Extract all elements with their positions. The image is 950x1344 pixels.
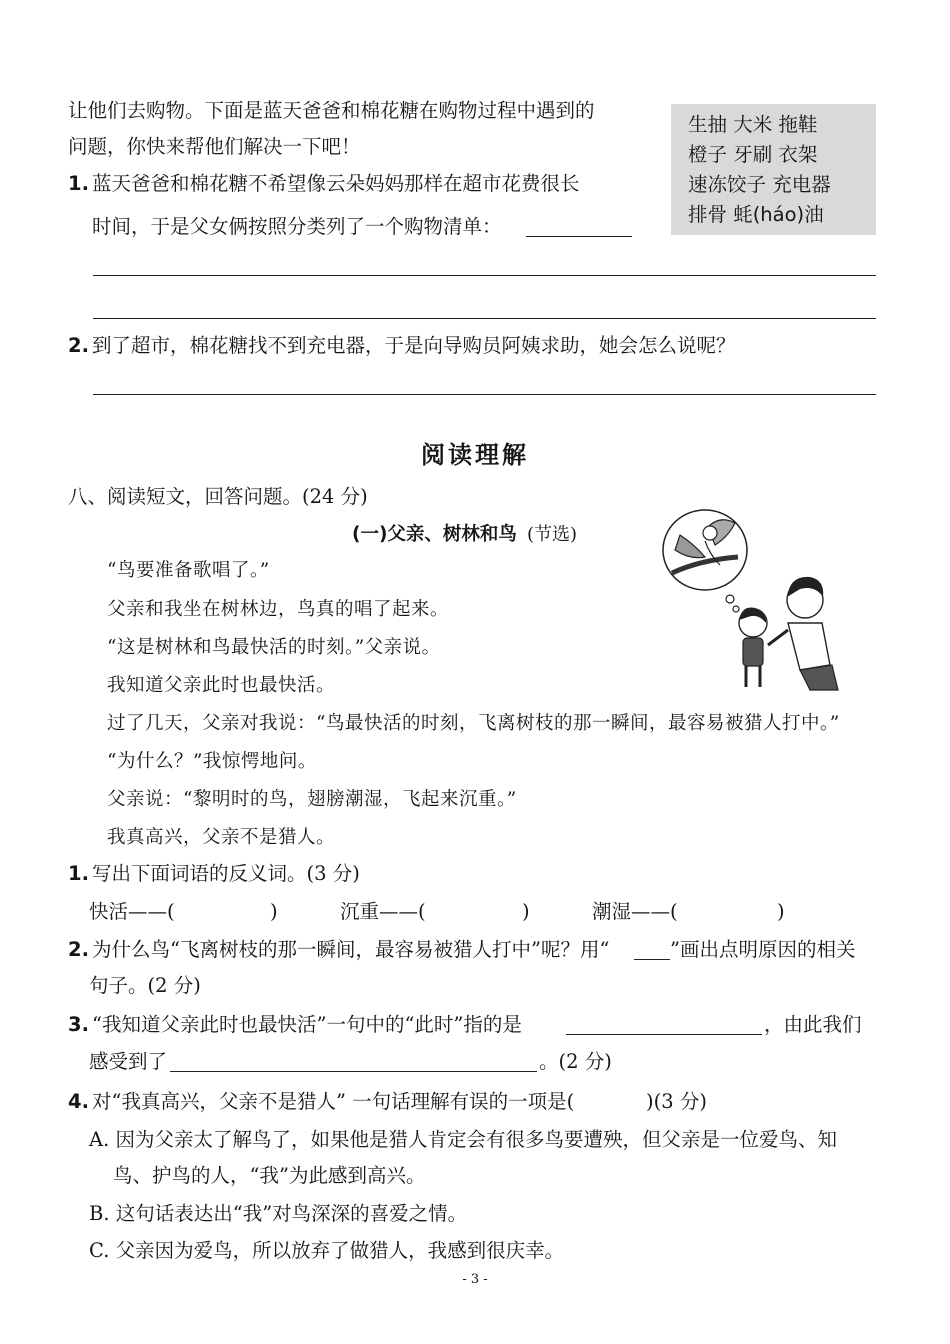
antonym-item: 潮湿——(: [592, 900, 678, 923]
question-number: 4.: [68, 1090, 89, 1113]
answer-line[interactable]: [93, 275, 876, 276]
option-a-cont: 鸟、护鸟的人，“我”为此感到高兴。: [113, 1164, 426, 1187]
story-paragraph: 过了几天，父亲对我说：“鸟最快活的时刻，飞离树枝的那一瞬间，最容易被猎人打中。”: [107, 713, 840, 734]
rq3-line-2b: 。(2 分): [539, 1050, 612, 1073]
answer-blank[interactable]: [566, 1034, 762, 1035]
story-paragraph: 父亲说：“黎明时的鸟，翅膀潮湿，飞起来沉重。”: [107, 789, 517, 810]
q1-line-1: 蓝天爸爸和棉花糖不希望像云朵妈妈那样在超市花费很长: [92, 172, 580, 195]
rq3-line-1b: ，由此我们: [764, 1013, 862, 1036]
story-paragraph: “鸟要准备歌唱了。”: [107, 560, 270, 581]
q2-text: 到了超市，棉花糖找不到充电器，于是向导购员阿姨求助，她会怎么说呢？: [92, 334, 736, 357]
part-heading: 八、阅读短文，回答问题。(24 分): [68, 485, 368, 508]
answer-line[interactable]: [93, 394, 876, 395]
question-number: 2.: [68, 938, 89, 961]
goods-row: 排骨 蚝(háo)油: [688, 203, 824, 226]
intro-line-1: 让他们去购物。下面是蓝天爸爸和棉花糖在购物过程中遇到的: [68, 99, 595, 122]
antonym-close: ): [522, 900, 530, 923]
antonym-close: ): [777, 900, 785, 923]
question-number: 1.: [68, 172, 89, 195]
father-child-bird-illustration: [660, 505, 880, 695]
antonym-close: ): [270, 900, 278, 923]
question-number: 2.: [68, 334, 89, 357]
question-number: 1.: [68, 862, 89, 885]
story-paragraph: 父亲和我坐在树林边，鸟真的唱了起来。: [107, 599, 450, 620]
rq2-line-1a: 为什么鸟“飞离树枝的那一瞬间，最容易被猎人打中”呢？用“: [92, 938, 610, 961]
rq3-line-2a: 感受到了: [89, 1050, 168, 1073]
antonym-item: 沉重——(: [340, 900, 426, 923]
underline-sample: [634, 959, 670, 960]
story-note: (节选): [527, 524, 578, 545]
rq3-line-1a: “我知道父亲此时也最快活”一句中的“此时”指的是: [92, 1013, 522, 1036]
page-number: - 3 -: [462, 1272, 488, 1287]
antonym-item: 快活——(: [89, 900, 175, 923]
option-a: A. 因为父亲太了解鸟了，如果他是猎人肯定会有很多鸟要遭殃，但父亲是一位爱鸟、知: [89, 1128, 837, 1151]
shopping-items-box: [671, 104, 876, 235]
answer-blank[interactable]: [170, 1071, 537, 1072]
story-paragraph: 我真高兴，父亲不是猎人。: [107, 827, 336, 848]
goods-row: 速冻饺子 充电器: [688, 173, 831, 196]
option-c: C. 父亲因为爱鸟，所以放弃了做猎人，我感到很庆幸。: [89, 1239, 565, 1262]
answer-line[interactable]: [93, 318, 876, 319]
story-title: (一)父亲、树林和鸟: [352, 524, 517, 545]
story-paragraph: “为什么？”我惊愕地问。: [107, 751, 317, 772]
story-paragraph: 我知道父亲此时也最快活。: [107, 675, 336, 696]
story-paragraph: “这是树林和鸟最快活的时刻。”父亲说。: [107, 637, 441, 658]
option-b: B. 这句话表达出“我”对鸟深深的喜爱之情。: [89, 1202, 468, 1225]
rq4-stem-b: )(3 分): [646, 1090, 707, 1113]
intro-line-2: 问题，你快来帮他们解决一下吧！: [68, 135, 361, 158]
rq2-line-1b: ”画出点明原因的相关: [670, 938, 856, 961]
answer-blank[interactable]: [526, 236, 632, 237]
question-number: 3.: [68, 1013, 89, 1036]
section-title: 阅读理解: [421, 441, 529, 469]
goods-row: 生抽 大米 拖鞋: [688, 113, 818, 136]
goods-row: 橙子 牙刷 衣架: [688, 143, 818, 166]
q1-line-2: 时间，于是父女俩按照分类列了一个购物清单：: [92, 215, 502, 238]
rq2-line-2: 句子。(2 分): [89, 974, 201, 997]
rq1-text: 写出下面词语的反义词。(3 分): [92, 862, 360, 885]
rq4-stem-a: 对“我真高兴，父亲不是猎人” 一句话理解有误的一项是(: [92, 1090, 575, 1113]
